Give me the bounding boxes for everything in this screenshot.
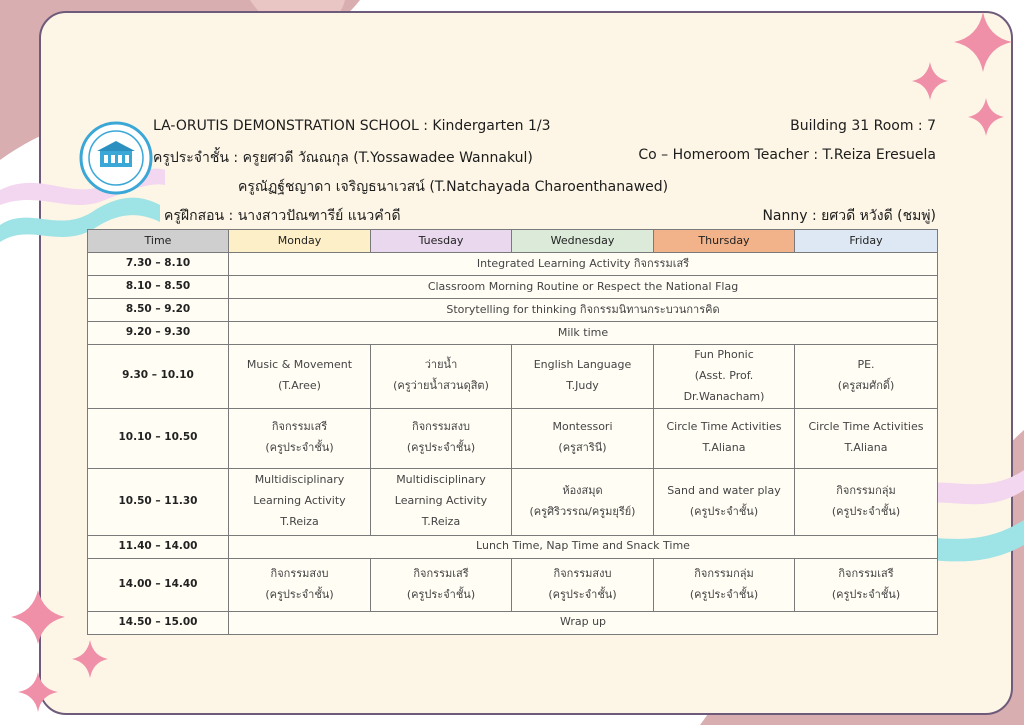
activity-line: กิจกรรมเสรี xyxy=(271,420,328,434)
activity-cell xyxy=(795,408,938,468)
activity-line: กิจกรรมเสรี xyxy=(838,566,894,580)
activity-cell xyxy=(512,558,654,611)
header-row xyxy=(88,230,938,253)
activity-line: Circle Time Activities xyxy=(666,420,782,434)
activity-line: Multidisciplinary xyxy=(396,473,486,487)
homeroom-teacher: ครูประจำชั้น : ครูยศวดี วัณณกุล (T.Yossawadee Wannakul) xyxy=(153,150,533,166)
activity-line: (ครูว่ายน้ำสวนดุสิต) xyxy=(393,379,489,393)
activity-cell xyxy=(512,408,654,468)
activity-cell xyxy=(654,468,795,535)
activity-line: กิจกรรมสงบ xyxy=(553,566,612,580)
activity-line: T.Reiza xyxy=(421,515,461,529)
activity-cell xyxy=(371,345,512,409)
activity-span-cell: Wrap up xyxy=(229,611,938,634)
activity-line: (ครูประจำชั้น) xyxy=(689,504,759,518)
col-header-wednesday: Wednesday xyxy=(512,230,654,253)
activity-line: (ครูประจำชั้น) xyxy=(548,587,617,601)
activity-line: Circle Time Activities xyxy=(808,420,924,434)
activity-line: English Language xyxy=(533,358,632,372)
col-header-monday: Monday xyxy=(229,230,371,253)
activity-line: กิจกรรมกลุ่ม xyxy=(694,566,754,580)
activity-line: (Asst. Prof. Dr.Wanacham) xyxy=(683,368,765,403)
table-row xyxy=(88,299,938,322)
activity-line: Multidisciplinary xyxy=(254,473,345,487)
activity-cell xyxy=(229,408,371,468)
table-row xyxy=(88,611,938,634)
activity-line: (ครูสารินี) xyxy=(558,441,607,455)
activity-line: Learning Activity xyxy=(253,494,346,508)
activity-line: (ครูประจำชั้น) xyxy=(406,441,476,455)
time-cell: 7.30 – 8.10 xyxy=(88,253,229,276)
table-row xyxy=(88,535,938,558)
timetable xyxy=(87,229,938,635)
activity-cell xyxy=(371,408,512,468)
activity-line: T.Reiza xyxy=(280,515,319,529)
activity-line: (ครูศิริวรรณ/ครูมยุรีย์) xyxy=(529,504,636,518)
activity-line: (ครูประจำชั้น) xyxy=(831,504,901,518)
school-logo xyxy=(79,121,153,195)
activity-line: ว่ายน้ำ xyxy=(424,358,458,372)
activity-line: (T.Aree) xyxy=(278,379,321,393)
activity-line: (ครูประจำชั้น) xyxy=(265,587,334,601)
school-title: LA-ORUTIS DEMONSTRATION SCHOOL : Kindergarten 1/3 xyxy=(153,118,551,134)
table-row xyxy=(88,322,938,345)
activity-cell xyxy=(229,558,371,611)
activity-line: (ครูประจำชั้น) xyxy=(689,587,759,601)
activity-line: ห้องสมุด xyxy=(562,483,603,497)
activity-span-cell: Integrated Learning Activity กิจกรรมเสรี xyxy=(229,253,938,276)
co-homeroom-teacher: Co – Homeroom Teacher : T.Reiza Eresuela xyxy=(638,147,936,163)
activity-cell xyxy=(512,468,654,535)
table-row xyxy=(88,558,938,611)
table-row xyxy=(88,345,938,409)
time-cell: 14.50 – 15.00 xyxy=(88,611,229,634)
time-cell: 11.40 – 14.00 xyxy=(88,535,229,558)
time-cell: 14.00 – 14.40 xyxy=(88,558,229,611)
activity-line: Music & Movement xyxy=(246,358,353,372)
activity-line: กิจกรรมสงบ xyxy=(412,420,470,434)
activity-line: T.Aliana xyxy=(844,441,888,455)
col-header-friday: Friday xyxy=(795,230,938,253)
time-cell: 8.50 – 9.20 xyxy=(88,299,229,322)
col-header-thursday: Thursday xyxy=(654,230,795,253)
activity-cell xyxy=(229,345,371,409)
homeroom-teacher-2: ครูณัฏฐ์ชญาดา เจริญธนาเวสน์ (T.Natchayada Charoenthanawed) xyxy=(238,179,669,195)
activity-span-cell: Milk time xyxy=(229,322,938,345)
nanny: Nanny : ยศวดี หวังดี (ชมพู่) xyxy=(762,208,936,224)
time-cell: 8.10 – 8.50 xyxy=(88,276,229,299)
activity-span-cell: Classroom Morning Routine or Respect the National Flag xyxy=(229,276,938,299)
activity-line: Sand and water play xyxy=(667,483,781,497)
trainee-teacher: ครูฝึกสอน : นางสาวปัณฑารีย์ แนวคำดี xyxy=(164,208,401,224)
activity-span-cell: Lunch Time, Nap Time and Snack Time xyxy=(229,535,938,558)
activity-line: (ครูประจำชั้น) xyxy=(831,587,901,601)
activity-cell xyxy=(371,558,512,611)
activity-cell xyxy=(795,468,938,535)
activity-line: กิจกรรมกลุ่ม xyxy=(836,483,896,497)
activity-line: กิจกรรมเสรี xyxy=(413,566,469,580)
activity-line: Learning Activity xyxy=(394,494,488,508)
activity-span-cell: Storytelling for thinking กิจกรรมนิทานกระบวนการคิด xyxy=(229,299,938,322)
time-cell: 9.20 – 9.30 xyxy=(88,322,229,345)
table-row xyxy=(88,408,938,468)
activity-line: (ครูประจำชั้น) xyxy=(406,587,476,601)
table-row xyxy=(88,468,938,535)
activity-line: T.Judy xyxy=(566,379,599,393)
activity-cell xyxy=(795,345,938,409)
activity-line: PE. xyxy=(857,358,875,372)
activity-cell xyxy=(229,468,371,535)
col-header-tuesday: Tuesday xyxy=(371,230,512,253)
activity-line: Montessori xyxy=(552,420,613,434)
building-room: Building 31 Room : 7 xyxy=(790,118,936,134)
time-cell: 10.50 – 11.30 xyxy=(88,468,229,535)
activity-line: Fun Phonic xyxy=(694,348,754,361)
activity-line: (ครูสมศักดิ์) xyxy=(837,379,895,393)
activity-line: (ครูประจำชั้น) xyxy=(265,441,334,455)
time-cell: 10.10 – 10.50 xyxy=(88,408,229,468)
activity-cell xyxy=(654,558,795,611)
table-row xyxy=(88,253,938,276)
col-header-time: Time xyxy=(88,230,229,253)
time-cell: 9.30 – 10.10 xyxy=(88,345,229,409)
activity-cell xyxy=(795,558,938,611)
activity-line: กิจกรรมสงบ xyxy=(270,566,329,580)
activity-cell xyxy=(512,345,654,409)
activity-line: T.Aliana xyxy=(702,441,746,455)
activity-cell xyxy=(654,408,795,468)
table-row xyxy=(88,276,938,299)
activity-cell xyxy=(371,468,512,535)
activity-cell xyxy=(654,345,795,409)
